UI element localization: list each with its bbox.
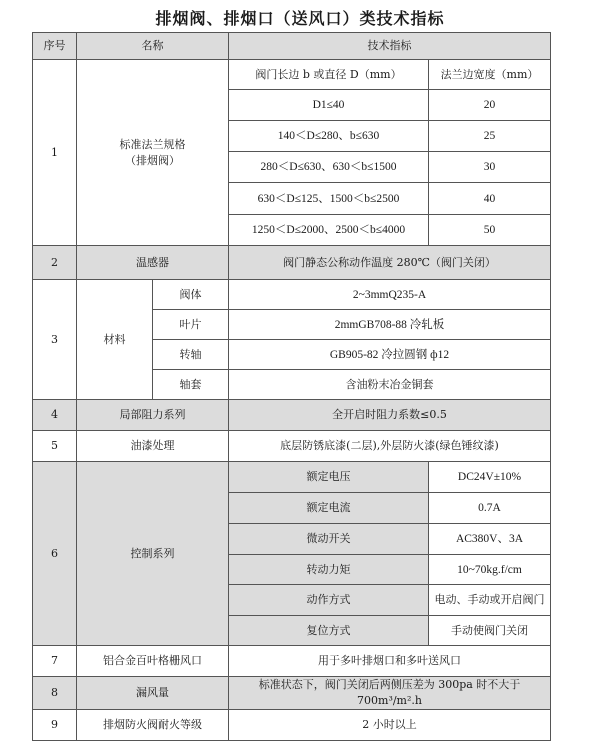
control-param: 微动开关 xyxy=(229,524,429,555)
document-title: 排烟阀、排烟口（送风口）类技术指标 xyxy=(155,9,445,28)
row2-value: 阀门静态公称动作温度 280℃（阀门关闭） xyxy=(229,246,551,280)
row2-name: 温感器 xyxy=(77,246,229,280)
material-value: 2mmGB708-88 冷轧板 xyxy=(229,310,551,340)
material-part: 叶片 xyxy=(153,310,229,340)
table-row xyxy=(33,400,551,431)
flange-size: 140＜D≤280、b≤630 xyxy=(229,121,429,152)
table-header-row xyxy=(33,33,551,60)
row4-name: 局部阻力系列 xyxy=(77,400,229,431)
row1-name-line1: 标准法兰规格 xyxy=(119,137,186,151)
row1-name-line2: （排烟阀） xyxy=(125,153,180,167)
control-param: 额定电压 xyxy=(229,462,429,493)
row8-value: 标准状态下，阀门关闭后两侧压差为 300pa 时不大于 700m³/m².h xyxy=(229,677,551,710)
row9-name: 排烟防火阀耐火等级 xyxy=(77,710,229,741)
row1-name xyxy=(77,60,229,246)
row5-value: 底层防锈底漆(二层),外层防火漆(绿色锤纹漆) xyxy=(229,431,551,462)
table-row xyxy=(33,280,551,310)
table-row xyxy=(33,710,551,741)
material-part: 阀体 xyxy=(153,280,229,310)
row2-seq: 2 xyxy=(33,246,77,280)
header-name: 名称 xyxy=(77,33,229,60)
flange-width: 50 xyxy=(429,215,551,246)
table-row xyxy=(33,431,551,462)
header-spec: 技术指标 xyxy=(229,33,551,60)
row3-name: 材料 xyxy=(77,280,153,400)
row7-value: 用于多叶排烟口和多叶送风口 xyxy=(229,646,551,677)
control-param: 转动力矩 xyxy=(229,555,429,585)
row1-seq: 1 xyxy=(33,60,77,246)
table-row xyxy=(33,677,551,710)
row7-seq: 7 xyxy=(33,646,77,677)
flange-size: 630＜D≤125、1500＜b≤2500 xyxy=(229,183,429,215)
row5-seq: 5 xyxy=(33,431,77,462)
control-value: 10~70kg.f/cm xyxy=(429,555,551,585)
row9-seq: 9 xyxy=(33,710,77,741)
flange-width: 30 xyxy=(429,152,551,183)
row7-name: 铝合金百叶格栅风口 xyxy=(77,646,229,677)
row4-seq: 4 xyxy=(33,400,77,431)
control-param: 额定电流 xyxy=(229,493,429,524)
row1-col-b: 法兰边宽度（mm） xyxy=(429,60,551,90)
flange-size: D1≤40 xyxy=(229,90,429,121)
control-value: 电动、手动或开启阀门 xyxy=(429,585,551,616)
row6-name: 控制系列 xyxy=(77,462,229,646)
row3-seq: 3 xyxy=(33,280,77,400)
flange-width: 20 xyxy=(429,90,551,121)
control-param: 复位方式 xyxy=(229,616,429,646)
flange-size: 280＜D≤630、630＜b≤1500 xyxy=(229,152,429,183)
header-seq: 序号 xyxy=(33,33,77,60)
control-value: AC380V、3A xyxy=(429,524,551,555)
control-value: 手动使阀门关闭 xyxy=(429,616,551,646)
material-value: 2~3mmQ235-A xyxy=(229,280,551,310)
control-value: DC24V±10% xyxy=(429,462,551,493)
row4-value: 全开启时阻力系数≤0.5 xyxy=(229,400,551,431)
flange-width: 25 xyxy=(429,121,551,152)
material-value: GB905-82 冷拉圆钢 ф12 xyxy=(229,340,551,370)
material-part: 轴套 xyxy=(153,370,229,400)
row1-col-a: 阀门长边 b 或直径 D（mm） xyxy=(229,60,429,90)
row5-name: 油漆处理 xyxy=(77,431,229,462)
material-value: 含油粉末冶金铜套 xyxy=(229,370,551,400)
row9-value: 2 小时以上 xyxy=(229,710,551,741)
row8-seq: 8 xyxy=(33,677,77,710)
flange-width: 40 xyxy=(429,183,551,215)
table-row xyxy=(33,462,551,493)
row8-name: 漏风量 xyxy=(77,677,229,710)
row6-seq: 6 xyxy=(33,462,77,646)
control-value: 0.7A xyxy=(429,493,551,524)
spec-table xyxy=(32,32,551,741)
material-part: 转轴 xyxy=(153,340,229,370)
table-row xyxy=(33,60,551,90)
table-row xyxy=(33,246,551,280)
control-param: 动作方式 xyxy=(229,585,429,616)
table-row xyxy=(33,646,551,677)
flange-size: 1250＜D≤2000、2500＜b≤4000 xyxy=(229,215,429,246)
